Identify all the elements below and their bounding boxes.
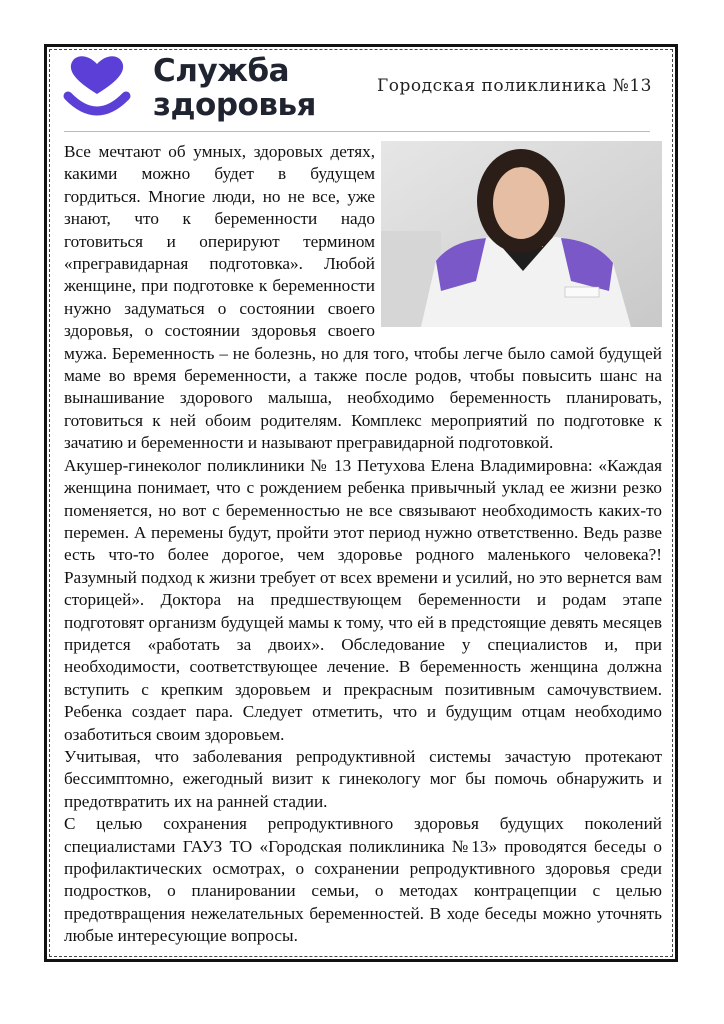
logo-wordmark [153,54,316,122]
paragraph-4: С целью сохранения репродуктивного здоровья будущих поколений специалистами ГАУЗ ТО «Городская поликлиника №13» проводятся беседы о профилактических осмотрах, о сохранении репродуктивного здоровья среди подростков, о планировании семьи, о методах контрацепции с целью предотвращения нежелательных беременностей. В ходе беседы можно уточнять любые интересующие вопросы. [64,814,662,946]
clinic-name: Городская поликлиника №13 [377,76,652,96]
paragraph-2: Акушер-гинеколог поликлиники № 13 Петухова Елена Владимировна: «Каждая женщина понимает, что с рождением ребенка привычный уклад ее жизни резко поменяется, но вот с беременностью не все связывают необходимость каких-то перемен. А перемены будут, пройти этот период нужно ответственно. Ведь разве есть что-то более дорогое, чем здоровье родного маленького человека?! Разумный подход к жизни требует от всех времени и усилий, но это вернется вам сторицей». Доктора на предшествующем беременности и родам этапе подготовят организм будущей мамы к тому, что ей в предстоящие девять месяцев придется «работать за двоих». Обследование у специалистов и, при необходимости, соответствующее лечение. В беременность женщина должна вступить с крепким здоровьем и прекрасным позитивным самочувствием. Ребенка создает пара. Следует отметить, что и будущим отцам необходимо озаботиться своим здоровьем. [64,455,662,744]
article-body [64,141,662,948]
paragraph-1: Все мечтают об умных, здоровых детях, какими можно будет в будущем гордиться. Многие люди, но не все, уже знают, что к беременности надо готовиться и оперируют термином «прегравидарная подготовка». Любой женщине, при подготовке к беременности нужно задуматься о состоянии своего здоровья, о состоянии здоровья своего мужа. Беременность – не болезнь, но для того, чтобы легче было самой будущей маме во время беременности, а также после родов, чтобы повысить шанс на вынашивание здорового малыша, необходимо беременность планировать, готовиться к ней обоим родителям. Комплекс мероприятий по подготовке к зачатию и беременности и называют прегравидарной подготовкой. [64,142,662,453]
logo-line-1: Служба [153,53,290,89]
doctor-portrait-image [381,141,662,327]
heart-shape [71,56,123,94]
doctor-photo [381,141,662,327]
paragraph-3: Учитывая, что заболевания репродуктивной системы зачастую протекают бессимптомно, ежегодный визит к гинекологу мог бы помочь обнаружить и предотвратить их на ранней стадии. [64,746,662,811]
header-divider [64,131,650,132]
smile-shape [68,96,126,111]
logo-line-2: здоровья [153,87,316,123]
heart-smile-logo-icon [62,54,132,120]
